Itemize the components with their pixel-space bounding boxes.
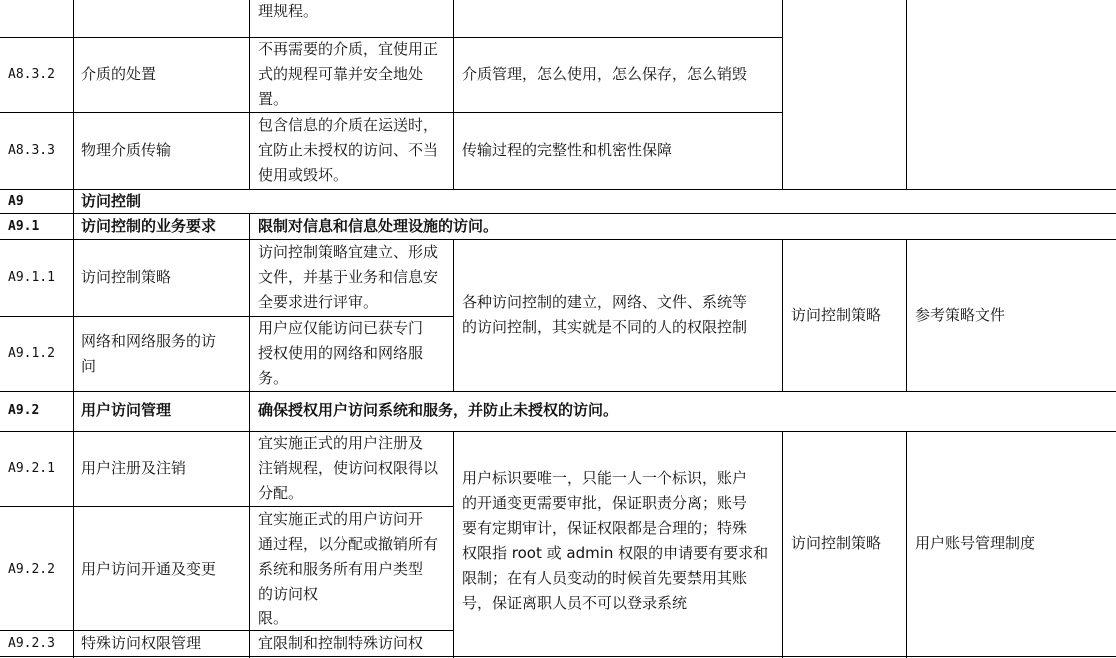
- clause-name: 特殊访问权限管理: [81, 634, 202, 652]
- control-text: 理规程。: [258, 2, 319, 20]
- col-divider: [453, 0, 454, 190]
- control-text: 务。: [258, 369, 289, 387]
- clause-id: A9.1.1: [8, 270, 55, 285]
- clause-id: A9.2.3: [8, 636, 55, 651]
- col-divider: [782, 431, 783, 658]
- col-divider: [249, 213, 250, 658]
- control-text: 式的规程可靠并安全地处: [258, 65, 424, 83]
- control-text: 包含信息的介质在运送时，: [258, 116, 439, 134]
- col-divider: [453, 239, 454, 392]
- clause-name: 用户注册及注销: [81, 459, 187, 477]
- subsection-id: A9.2: [8, 403, 40, 418]
- subsection-title: 用户访问管理: [81, 401, 172, 419]
- clause-name: 物理介质传输: [81, 141, 172, 159]
- section-id: A9: [8, 194, 24, 209]
- clause-name: 用户访问开通及变更: [81, 560, 217, 578]
- implementation-note: 限制；在有人员变动的时候首先要禁用其账: [462, 569, 748, 587]
- control-text: 注销规程，使访问权限得以: [258, 459, 439, 477]
- col-divider: [73, 213, 74, 658]
- section-title: 访问控制: [81, 192, 142, 210]
- clause-name: 网络和网络服务的访: [81, 332, 217, 350]
- control-text: 访问控制策略宜建立、形成: [258, 243, 439, 261]
- clause-name: 问: [81, 357, 97, 375]
- implementation-note: 介质管理，怎么使用，怎么保存，怎么销毁: [462, 65, 748, 83]
- implementation-note: 的开通变更需要审批，保证职责分离；账号: [462, 494, 748, 512]
- col-divider: [249, 0, 250, 190]
- clause-id: A9.2.2: [8, 562, 55, 577]
- clause-id: A9.1.2: [8, 346, 55, 361]
- subsection-id: A9.1: [8, 219, 40, 234]
- control-text: 使用或毁坏。: [258, 166, 349, 184]
- subsection-objective: 确保授权用户访问系统和服务，并防止未授权的访问。: [258, 401, 619, 419]
- reference-document: 参考策略文件: [915, 306, 1006, 324]
- control-text: 宜实施正式的用户访问开: [258, 510, 424, 528]
- control-text: 系统和服务所有用户类型: [258, 560, 424, 578]
- implementation-note: 的访问控制，其实就是不同的人的权限控制: [462, 318, 748, 336]
- subsection-title: 访问控制的业务要求: [81, 217, 217, 235]
- row-divider: [0, 656, 1116, 657]
- control-text: 宜实施正式的用户注册及: [258, 434, 424, 452]
- implementation-note: 要有定期审计，保证权限都是合理的；特殊: [462, 519, 748, 537]
- control-text: 限。: [258, 609, 289, 627]
- control-text: 宜限制和控制特殊访问权: [258, 634, 424, 652]
- clause-name: 介质的处置: [81, 65, 157, 83]
- implementation-note: 各种访问控制的建立，网络、文件、系统等: [462, 293, 748, 311]
- control-text: 通过程，以分配或撤销所有: [258, 535, 439, 553]
- control-text: 用户应仅能访问已获专门: [258, 319, 424, 337]
- col-divider: [73, 0, 74, 213]
- implementation-note: 传输过程的完整性和机密性保障: [462, 141, 673, 159]
- control-text: 置。: [258, 90, 289, 108]
- policy-document: 访问控制策略: [791, 534, 882, 552]
- control-text: 分配。: [258, 484, 304, 502]
- row-divider: [0, 391, 1116, 392]
- col-divider: [453, 431, 454, 658]
- implementation-note: 号，保证离职人员不可以登录系统: [462, 594, 688, 612]
- col-divider: [782, 0, 783, 190]
- subsection-objective: 限制对信息和信息处理设施的访问。: [258, 217, 499, 235]
- control-text: 文件，并基于业务和信息安: [258, 268, 439, 286]
- control-text: 授权使用的网络和网络服: [258, 344, 424, 362]
- col-divider: [906, 0, 907, 190]
- policy-document: 访问控制策略: [791, 306, 882, 324]
- control-text: 全要求进行评审。: [258, 293, 379, 311]
- clause-id: A9.2.1: [8, 461, 55, 476]
- control-text: 宜防止未授权的访问、不当: [258, 141, 439, 159]
- reference-document: 用户账号管理制度: [915, 534, 1036, 552]
- control-text: 的访问权: [258, 585, 319, 603]
- col-divider: [906, 431, 907, 658]
- col-divider: [906, 239, 907, 392]
- col-divider: [782, 239, 783, 392]
- row-divider: [0, 189, 1116, 190]
- control-text: 不再需要的介质，宜使用正: [258, 40, 439, 58]
- row-divider: [0, 431, 1116, 432]
- implementation-note: 权限指 root 或 admin 权限的申请要有要求和: [462, 544, 769, 562]
- clause-id: A8.3.3: [8, 143, 55, 158]
- clause-id: A8.3.2: [8, 67, 55, 82]
- implementation-note: 用户标识要唯一，只能一人一个标识，账户: [462, 469, 748, 487]
- clause-name: 访问控制策略: [81, 268, 172, 286]
- row-divider: [0, 239, 1116, 240]
